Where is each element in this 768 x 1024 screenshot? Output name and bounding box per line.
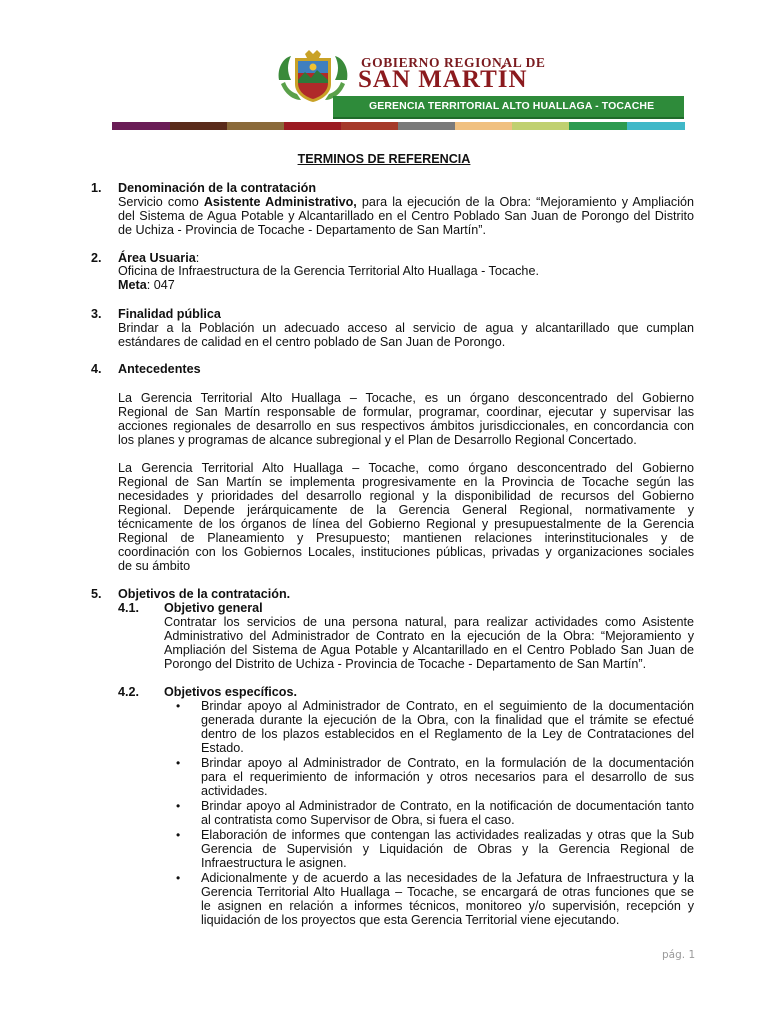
bullet-marker: • (176, 828, 181, 842)
bullet-marker: • (176, 756, 181, 770)
subsection-4-2-number: 4.2. (118, 685, 140, 699)
bullet-4-line: Gerencia de Supervisión y Liquidación de Obras y la Gerencia Regional de (201, 842, 694, 856)
bullet-1-line: generada durante la ejecución de la Obra, con la finalidad que el trámite se efectué (201, 713, 694, 727)
section-1-number: 1. (91, 181, 102, 195)
bullet-marker: • (176, 699, 181, 713)
bullet-5-line: liquidación de los proyectos que esta Gerencia Territorial viene ejecutando. (201, 913, 620, 927)
bullet-2-line: Brindar apoyo al Administrador de Contrato, en la formulación de la documentación (201, 756, 694, 770)
objetivo-general-line: Porongo del Distrito de Uchiza - Provincia de Tocache - Departamento de San Martín”. (164, 657, 647, 671)
antecedentes-p2-line: Regional de San Martín se implementa progresivamente en la Provincia de Tocache según las (118, 475, 694, 489)
section-1-line (118, 196, 694, 209)
gerencia-banner (333, 96, 684, 119)
strip-segment (341, 122, 398, 130)
objetivo-general-line: Contratar los servicios de una persona natural, para realizar actividades como Asistente (164, 615, 694, 629)
antecedentes-p2-line: coordinación con los Gobiernos Locales, instituciones públicas, privadas y organizaciones sociales (118, 545, 694, 559)
strip-segment (112, 122, 170, 130)
bullet-1-line: dentro de los plazos establecidos en el Reglamento de la Ley de Contrataciones del (201, 727, 694, 741)
section-1-line: de Uchiza - Provincia de Tocache - Departamento de San Martín”. (118, 223, 486, 237)
strip-segment (569, 122, 627, 130)
header-color-strip (112, 122, 685, 130)
antecedentes-p2-line: necesidades y prioridades del desarrollo regional y la disponibilidad de recursos del Gobierno (118, 489, 694, 503)
section-3-number: 3. (91, 307, 102, 321)
strip-segment (512, 122, 569, 130)
antecedentes-p2-line: Regional. Depende jerárquicamente de la Gerencia General Regional, normativamente y (118, 503, 694, 517)
bullet-1-line: Estado. (201, 741, 244, 755)
strip-segment (284, 122, 341, 130)
subsection-4-2-heading: Objetivos específicos. (164, 685, 297, 699)
section-4-heading: Antecedentes (118, 362, 201, 376)
bullet-5-line: le asignen en relación a informes técnicos, monitoreo y/o supervisión, recepción y (201, 899, 694, 913)
strip-segment (227, 122, 284, 130)
section-2-line: Oficina de Infraestructura de la Gerencia Territorial Alto Huallaga - Tocache. (118, 264, 539, 278)
antecedentes-p1-line: los planes y programas de alcance subregional y el Plan de Desarrollo Regional Concertado. (118, 433, 637, 447)
section-1-role: Asistente Administrativo, (203, 195, 357, 209)
section-2-number: 2. (91, 251, 102, 265)
antecedentes-p2-line: técnicamente de los órganos de línea del Gobierno Regional y presupuestalmente de la Gerencia (118, 517, 694, 531)
bullet-2-line: actividades. (201, 784, 268, 798)
section-4-number: 4. (91, 362, 102, 376)
bullet-5-line: Adicionalmente y de acuerdo a las necesidades de la Jefatura de Infraestructura y la (201, 871, 694, 885)
antecedentes-p1-line: Regional de San Martín responsable de formular, programar, coordinar, ejecutar y supervisar las (118, 405, 694, 419)
objetivo-general-line: Administrativo del Administrador de Contrato en la ejecución de la Obra: “Mejoramiento y (164, 629, 694, 643)
section-5-number: 5. (91, 587, 102, 601)
bullet-3-line: Brindar apoyo al Administrador de Contrato, en la notificación de documentación tanto (201, 799, 694, 813)
meta-label: Meta (118, 278, 147, 292)
strip-segment (455, 122, 512, 130)
antecedentes-p2-line: La Gerencia Territorial Alto Huallaga – Tocache, como órgano desconcentrado del Gobierno (118, 461, 694, 475)
org-name-line1: GOBIERNO REGIONAL DE (361, 55, 546, 70)
section-3-heading: Finalidad pública (118, 307, 221, 321)
org-name-line2: SAN MARTÍN (358, 66, 528, 93)
section-3-line: estándares de calidad en el centro poblado de San Juan de Porongo. (118, 335, 506, 349)
document-title: TERMINOS DE REFERENCIA (297, 152, 471, 166)
section-1-line: del Sistema de Agua Potable y Alcantarillado en el Centro Poblado San Juan de Porongo del Distrito (118, 209, 694, 223)
meta-line (118, 279, 175, 292)
gerencia-banner-text: GERENCIA TERRITORIAL ALTO HUALLAGA - TOCACHE (369, 100, 655, 112)
bullet-5-line: Gerencia Territorial Alto Huallaga – Tocache, se encargará de otras funciones que se (201, 885, 694, 899)
subsection-4-1-number: 4.1. (118, 601, 140, 615)
section-3-line: Brindar a la Población un adecuado acceso al servicio de agua y alcantarillado que cumplan (118, 321, 694, 335)
meta-value: : 047 (146, 278, 175, 292)
antecedentes-p2-line: Regional de Planeamiento y Presupuesto; mantienen relaciones interinstitucionales y de (118, 531, 694, 545)
bullet-marker: • (176, 871, 181, 885)
bullet-marker: • (176, 799, 181, 813)
bullet-1-line: Brindar apoyo al Administrador de Contrato, en el seguimiento de la documentación (201, 699, 694, 713)
section-2-colon: : (195, 251, 200, 265)
strip-segment (398, 122, 455, 130)
strip-segment (170, 122, 227, 130)
section-1-text: Servicio como (118, 195, 204, 209)
section-2-heading: Área Usuaria (118, 251, 196, 265)
strip-segment (627, 122, 685, 130)
bullet-4-line: Infraestructura le asignen. (201, 856, 347, 870)
objetivo-general-line: Ampliación del Sistema de Agua Potable y Alcantarillado en el Centro Poblado San Juan de (164, 643, 694, 657)
section-5-heading: Objetivos de la contratación. (118, 587, 291, 601)
bullet-2-line: para el requerimiento de información y otros necesarios para el desarrollo de sus (201, 770, 694, 784)
antecedentes-p2-line: de su ámbito (118, 559, 191, 573)
section-1-text: para la ejecución de la Obra: “Mejoramiento y Ampliación (356, 195, 694, 209)
page-number: pág. 1 (662, 949, 696, 961)
bullet-3-line: al contratista como Supervisor de Obra, si fuera el caso. (201, 813, 515, 827)
subsection-4-1-heading: Objetivo general (164, 601, 263, 615)
bullet-4-line: Elaboración de informes que contengan las actividades realizadas y otras que la Sub (201, 828, 694, 842)
antecedentes-p1-line: acciones regionales de desarrollo en sus respectivos ámbitos jurisdiccionales, en concordancia con (118, 419, 694, 433)
section-1-heading: Denominación de la contratación (118, 181, 317, 195)
antecedentes-p1-line: La Gerencia Territorial Alto Huallaga – Tocache, es un órgano desconcentrado del Gobierno (118, 391, 694, 405)
